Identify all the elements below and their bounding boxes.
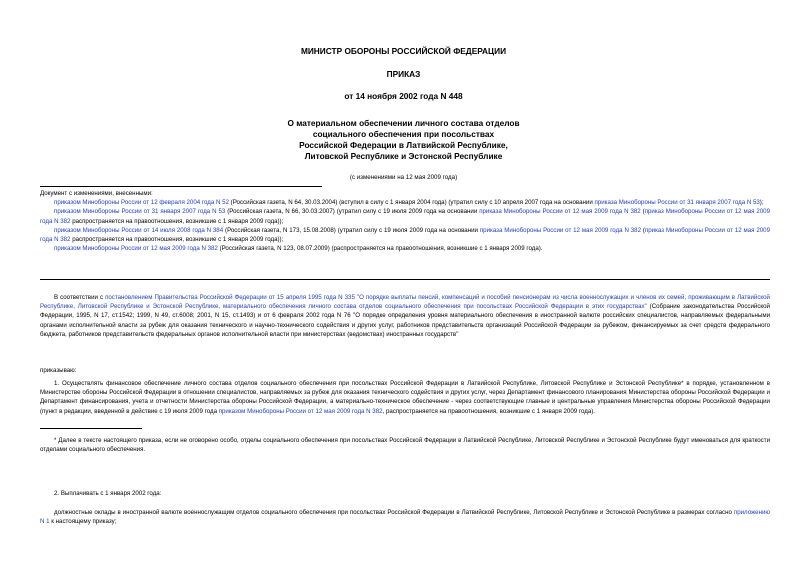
change-item: приказом Минобороны России от 12 февраля 2004 года N 52 (Российская газета, N 64, 30.03.2004) (вступил в силу с 1 января 2004 года) (утратил силу с 10 апреля 2007 года на основании приказа Минобороны России от 31 января 2007 года N 53); (54, 199, 764, 207)
footnote-separator (40, 428, 142, 429)
ministry-heading: МИНИСТР ОБОРОНЫ РОССИЙСКОЙ ФЕДЕРАЦИИ (300, 46, 507, 56)
change-link[interactable]: приказом Минобороны России от 12 февраля 2004 года N 52 (54, 199, 229, 207)
order-item-2: 2. Выплачивать с 1 января 2002 года: (54, 490, 162, 497)
change-link[interactable]: приказом Минобороны России от 31 января 2007 года N 53 (54, 208, 226, 216)
order-word: приказываю: (40, 367, 77, 374)
change-link[interactable]: приказ Минобороны России от 12 мая 2009 года N 382 (40, 226, 770, 244)
footnote: * Далее в тексте настоящего приказа, если не оговорено особо, отделы социального обеспечения при посольствах Российской Федерации в Латвийской Республике, Литовской Республике и Эстонской Республике будут именоваться для краткости отделами социального обеспечения. (40, 437, 770, 454)
changes-block (40, 189, 770, 253)
separator-line (40, 279, 770, 280)
changes-title: Документ с изменениями, внесенными: (40, 190, 153, 197)
change-item: приказом Минобороны России от 12 мая 2009 года N 382 (Российская газета, N 123, 08.07.2009) (распространяется на правоотношения, возникшие с 1 января 2009 года). (54, 245, 543, 253)
revision-note: (с изменениями на 12 мая 2009 года) (349, 174, 458, 181)
change-link[interactable]: приказа Минобороны России от 12 мая 2009 года N 382 (479, 208, 641, 216)
document-subject (230, 118, 577, 162)
appendix-link[interactable]: приложению N 1 (40, 509, 770, 526)
order-item-2-text: должностные оклады в иностранной валюте военнослужащим отделов социального обеспечения при посольствах Российской Федерации в Латвийской Республике, Литовской Республике и Эстонской Республике в размерах согласно приложению N 1 к настоящему приказу; (40, 509, 770, 526)
doc-type-heading: ПРИКАЗ (386, 69, 421, 79)
separator-line (40, 186, 322, 187)
preamble: В соответствии с постановлением Правительства Российской Федерации от 15 апреля 1995 года N 335 "О порядке выплаты пенсий, компенсаций и пособий пенсионерам из числа военнослужащих и членов их семей, проживающим в Латвийской Республике, Литовской Республике и Эстонской Республике, материального обеспечения личного состава отделов социального обеспечения при посольствах Российской Федерации в этих государствах" (Собрание законодательства Российской Федерации, 1995, N 17, ст.1542; 1999, N 49, ст.6008; 2001, N 15, ст.1493) и от 6 февраля 2002 года N 76 "О порядке определения уровня материального обеспечения в иностранной валюте российских специалистов, направляемых федеральными органами исполнительной власти за рубеж для оказания технического и научно-технического содействия и других услуг, работников представительств организаций Российской Федерации за рубежом, финансируемых за счет средств федерального бюджета, работников представительств федеральных органов исполнительной власти при министерствах (ведомствах) иностранных государств" (40, 294, 770, 338)
subject-line: социального обеспечения при посольствах (312, 129, 495, 139)
change-link[interactable]: приказ Минобороны России от 12 мая 2009 года N 382 (40, 208, 770, 225)
change-item: приказом Минобороны России от 14 июля 2008 года N 384 (Российская газета, N 173, 15.08.2008) (утратил силу с 19 июля 2009 года на основании приказа Минобороны России от 12 мая 2009 года N 382 (приказ Минобороны России от 12 мая 2009 года N 382 распространяется на правоотношения, возникшие с 1 января 2009 года)); (40, 226, 770, 244)
date-number-heading: от 14 ноября 2002 года N 448 (344, 91, 463, 101)
subject-line: Литовской Республике и Эстонской Республике (304, 151, 503, 161)
change-link[interactable]: приказа Минобороны России от 12 мая 2009 года N 382 (479, 226, 641, 234)
subject-line: Российской Федерации в Латвийской Республике, (299, 140, 508, 150)
order-item-1: 1. Осуществлять финансовое обеспечение личного состава отделов социального обеспечения при посольствах Российской Федерации в Латвийской Республике, Литовской Республике и Эстонской Республике* в порядке, установленном в Министерстве обороны Российской Федерации в отношении специалистов, направляемых за рубеж для оказания технического содействия и других услуг, через Департамент финансового планирования Министерства обороны Российской Федерации и Департамент финансирования, учета и отчетности Министерства обороны Российской Федерации, а материально-техническое обеспечение - через соответствующие главные и центральные управления Министерства обороны Российской Федерации (пункт в редакции, введенной в действие с 19 июля 2009 года приказом Минобороны России от 12 мая 2009 года N 382, распространяется на правоотношения, возникшие с 1 января 2009 года). (40, 380, 770, 415)
change-link[interactable]: приказа Минобороны России от 31 января 2007 года N 53 (594, 199, 760, 207)
subject-line: О материальном обеспечении личного состава отделов (287, 118, 520, 128)
change-link[interactable]: приказом Минобороны России от 12 мая 2009 года N 382 (54, 245, 218, 253)
order-link[interactable]: приказом Минобороны России от 12 мая 2009 года N 382 (218, 407, 383, 415)
change-item: приказом Минобороны России от 31 января 2007 года N 53 (Российская газета, N 66, 30.03.2007) (утратил силу с 19 июля 2009 года на основании приказа Минобороны России от 12 мая 2009 года N 382 (приказ Минобороны России от 12 мая 2009 года N 382 распространяется на правоотношения, возникшие с 1 января 2009 года)); (40, 208, 770, 225)
decree-link[interactable]: постановлением Правительства Российской Федерации от 15 апреля 1995 года N 335 "О порядке выплаты пенсий, компенсаций и пособий пенсионерам из числа военнослужащих и членов их семей, проживающим в Латвийской Республике, Литовской Республике и Эстонской Республике, материального обеспечения личного состава отделов социального обеспечения при посольствах Российской Федерации в этих государствах" (40, 294, 770, 311)
change-link[interactable]: приказом Минобороны России от 14 июля 2008 года N 384 (54, 226, 224, 234)
